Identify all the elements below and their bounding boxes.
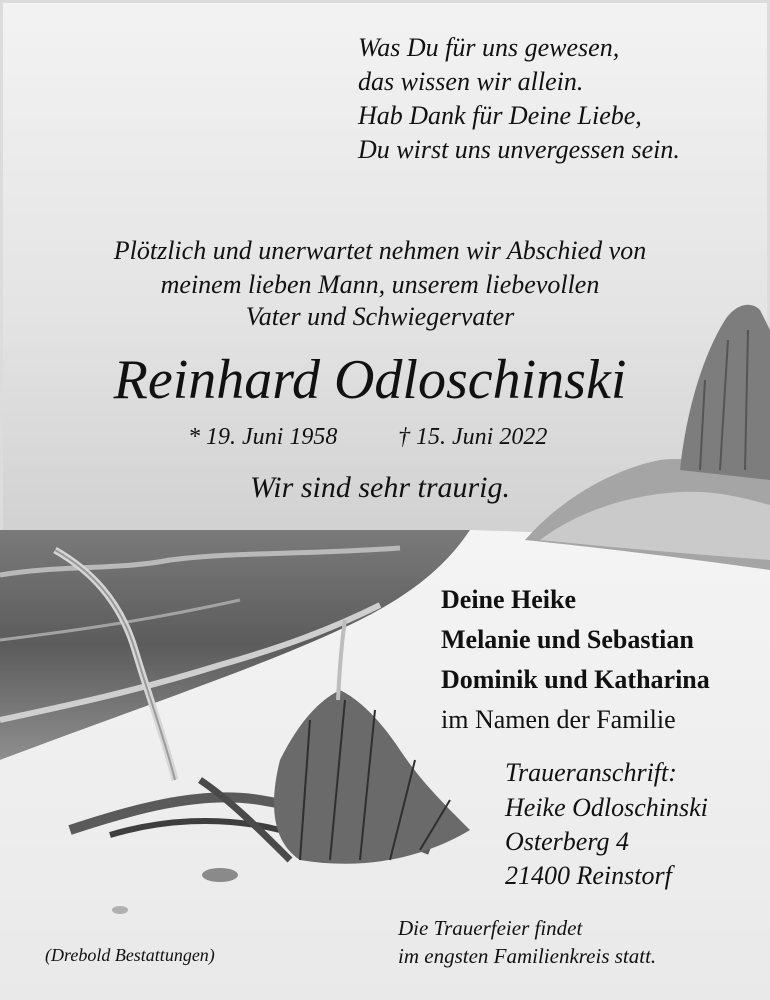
- family-name-1: Deine Heike: [441, 585, 577, 614]
- birth-date: * 19. Juni 1958: [188, 424, 338, 450]
- ceremony-line-2: im engsten Familienkreis statt.: [398, 944, 657, 968]
- family-name-3: Dominik und Katharina: [441, 665, 710, 694]
- family-note: im Namen der Familie: [441, 705, 676, 734]
- deceased-name: Reinhard Odloschinski: [113, 349, 627, 411]
- address-line-3: 21400 Reinstorf: [505, 861, 672, 890]
- sentiment-line: Wir sind sehr traurig.: [249, 471, 511, 504]
- ceremony-line-1: Die Trauerfeier findet: [398, 916, 583, 940]
- intro-line-1: Plötzlich und unerwartet nehmen wir Abschied von: [113, 236, 647, 265]
- intro-line-2: meinem lieben Mann, unserem liebevollen: [160, 270, 600, 299]
- address-line-2: Osterberg 4: [505, 827, 629, 856]
- poem-line-1: Was Du für uns gewesen,: [358, 33, 620, 62]
- family-name-2: Melanie und Sebastian: [441, 625, 694, 654]
- poem-line-2: das wissen wir allein.: [358, 67, 584, 96]
- address-line-1: Heike Odloschinski: [505, 793, 708, 822]
- intro-line-3: Vater und Schwiegervater: [245, 302, 515, 331]
- address-label: Traueranschrift:: [505, 758, 677, 787]
- poem-line-3: Hab Dank für Deine Liebe,: [358, 101, 642, 130]
- death-date: † 15. Juni 2022: [398, 424, 548, 450]
- funeral-home: (Drebold Bestattungen): [45, 945, 215, 965]
- poem-line-4: Du wirst uns unvergessen sein.: [358, 135, 680, 164]
